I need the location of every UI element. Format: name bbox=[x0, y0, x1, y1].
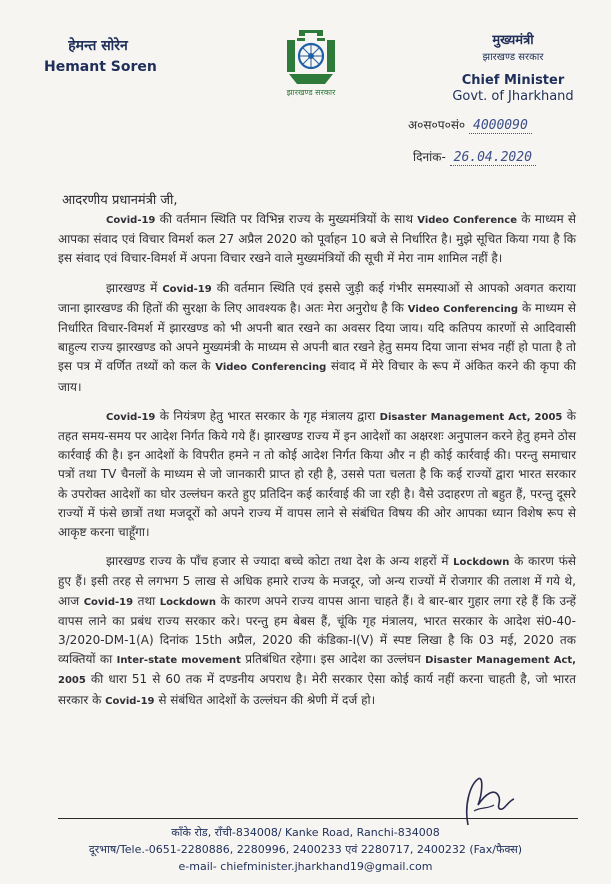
paragraph-text: के तहत समय-समय पर आदेश निर्गत किये गये हैं। झारखण्ड राज्य में इन आदेशों का अक्षरशः अनुपालन करने हेतु हमने ठोस कार्रवाई की है। इन आदेशों के विपरीत हमने न तो कोई आदेश निर्गत किया और न ही कोई कार्रवाई की। परन्तु समाचार पत्रों तथा TV चैनलों के माध्यम से जो जानकारी प्राप्त हो रही है, उससे पता चलता है कि कई राज्यों द्वारा भारत सरकार के उपरोक्त आदेशों का घोर उल्लंघन करते हुए प्रतिदिन कई कार्रवाई की जा रही है। वैसे उदाहरण तो बहुत हैं, परन्तु दूसरे राज्यों में फंसे छात्रों तथा मजदूरों को अपने राज्य में वापस लाने से संबंधित विषय की ओर आपका ध्यान विशेष रूप से आकृष्ट करना चाहूँगा। bbox=[58, 408, 576, 540]
office-title-hindi: मुख्यमंत्री bbox=[492, 33, 534, 48]
paragraph-text: के कारण फंसे हुए हैं। इसी तरह से लगभग 5 लाख से अधिक हमारे राज्य के मजदूर, जो अन्य राज्यों में रोजगार की तलाश में गये थे, आज bbox=[58, 554, 576, 608]
date-label: दिनांक- bbox=[413, 150, 446, 164]
paragraph-text: तथा bbox=[133, 593, 160, 608]
paragraph-text: की वर्तमान स्थिति पर विभिन्न राज्य के मुख्यमंत्रियों के साथ bbox=[155, 212, 418, 226]
emphasis-term: Video Conferencing bbox=[407, 303, 519, 315]
sender-name-hindi: हेमन्त सोरेन bbox=[68, 38, 128, 54]
paragraph-text: की धारा 51 से 60 तक में दण्डनीय अपराध है। मेरी सरकार ऐसा कोई कार्य नहीं करना चाहती है, जो भारत सरकार के bbox=[58, 672, 576, 707]
letter-date bbox=[413, 148, 536, 165]
body-paragraph bbox=[58, 279, 576, 397]
footer-divider bbox=[58, 818, 578, 819]
body-paragraph bbox=[58, 210, 576, 269]
emphasis-term: Covid-19 bbox=[106, 215, 156, 226]
paragraph-text: के माध्यम से निर्धारित विचार-विमर्श में झारखण्ड को भी अपनी बात रखने का अवसर दिया जाय। यदि कतिपय कारणों से आदिवासी बाहुल्य राज्य झारखण्ड को अपने मुख्यमंत्री के माध्यम से अपनी बात रखने हेतु समय दिया जाना संभव नहीं हो पाता है तो इस पत्र में वर्णित तथ्यों को कल के bbox=[58, 300, 576, 374]
emphasis-term: Covid-19 bbox=[83, 596, 134, 608]
emphasis-term: Lockdown bbox=[453, 557, 510, 569]
emphasis-term: Covid-19 bbox=[105, 695, 155, 707]
salutation: आदरणीय प्रधानमंत्री जी, bbox=[62, 193, 178, 208]
paragraph-text: की वर्तमान स्थिति एवं इससे जुड़ी कई गंभीर समस्याओं से आपको अवगत कराया जाना झारखण्ड की हितों की सुरक्षा के लिए आवश्यक है। अतः मेरा अनुरोध है कि bbox=[58, 280, 576, 315]
sender-name-english: Hemant Soren bbox=[44, 59, 157, 75]
office-block bbox=[443, 30, 583, 104]
date-value: 26.04.2020 bbox=[450, 150, 536, 166]
reference-value: 4000090 bbox=[469, 118, 532, 134]
footer bbox=[0, 824, 611, 875]
reference-number bbox=[408, 116, 532, 133]
paragraph-text: झारखण्ड राज्य के पाँच हजार से ज्यादा बच्चे कोटा तथा देश के अन्य शहरों में bbox=[106, 554, 454, 569]
body-paragraph bbox=[58, 552, 576, 711]
paragraph-text: झारखण्ड में bbox=[106, 280, 163, 295]
paragraph-text: के कारण अपने राज्य वापस आना चाहते हैं। वे बार-बार गुहार लगा रहे हैं कि उन्हें वापस लाने का प्रबंध राज्य सरकार करे। परन्तु हम बेबस हैं, चूंकि गृह मंत्रालय, भारत सरकार के आदेश सं0-40-3/2020-DM-1(A) दिनांक 15th अप्रैल, 2020 की कंडिका-I(V) में स्पष्ट लिखा है कि 03 मई, 2020 तक व्यक्तियों का bbox=[58, 593, 577, 667]
emblem-caption: झारखण्ड सरकार bbox=[286, 88, 336, 97]
paragraph-text: प्रतिबंधित रहेगा। इस आदेश का उल्लंघन bbox=[240, 652, 426, 667]
office-dept-english: Govt. of Jharkhand bbox=[452, 89, 574, 104]
sender-block bbox=[44, 36, 157, 75]
emphasis-term: Video Conferencing bbox=[215, 362, 327, 374]
footer-address: कॉंके रोड, राँची-834008/ Kanke Road, Ranchi-834008 bbox=[171, 826, 440, 839]
emphasis-term: Lockdown bbox=[159, 596, 216, 608]
emphasis-term: Disaster Management Act, 2005 bbox=[58, 655, 576, 687]
paragraph-text: संवाद में मेरे विचार के रूप में अंकित करने की कृपा की जाय। bbox=[58, 359, 576, 394]
reference-label: अ०स०प०सं० bbox=[408, 118, 466, 132]
paragraph-text: से संबंधित आदेशों के उल्लंघन की श्रेणी में दर्ज हो। bbox=[154, 692, 376, 707]
emphasis-term: Inter-state movement bbox=[116, 655, 241, 667]
body-paragraph bbox=[58, 407, 576, 542]
paragraph-text: के नियंत्रण हेतु भारत सरकार के गृह मंत्रालय द्वारा bbox=[155, 408, 380, 423]
jharkhand-emblem bbox=[281, 28, 341, 102]
office-title-english: Chief Minister bbox=[461, 73, 565, 88]
emphasis-term: Disaster Management Act, 2005 bbox=[379, 411, 563, 423]
footer-phone: दूरभाष/Tele.-0651-2280886, 2280996, 2400233 एवं 2280717, 2400232 (Fax/फैक्स) bbox=[88, 843, 523, 856]
office-dept-hindi: झारखण्ड सरकार bbox=[482, 52, 544, 63]
footer-email: e-mail- chiefminister.jharkhand19@gmail.com bbox=[178, 860, 433, 873]
emphasis-term: Covid-19 bbox=[162, 283, 212, 295]
emphasis-term: Covid-19 bbox=[106, 411, 156, 423]
jharkhand-emblem-icon bbox=[285, 28, 337, 86]
letter-body bbox=[58, 210, 576, 721]
emphasis-term: Video Conference bbox=[417, 215, 517, 226]
paragraph-text: के माध्यम से आपका संवाद एवं विचार विमर्श कल 27 अप्रैल 2020 को पूर्वाहन 10 बजे से निर्धारित है। मुझे सूचित किया गया है कि इस संवाद एवं विचार-विमर्श में अपना विचार रखने वाले मुख्यमंत्रियों की सूची में मेरा नाम शामिल नहीं है। bbox=[58, 212, 576, 266]
